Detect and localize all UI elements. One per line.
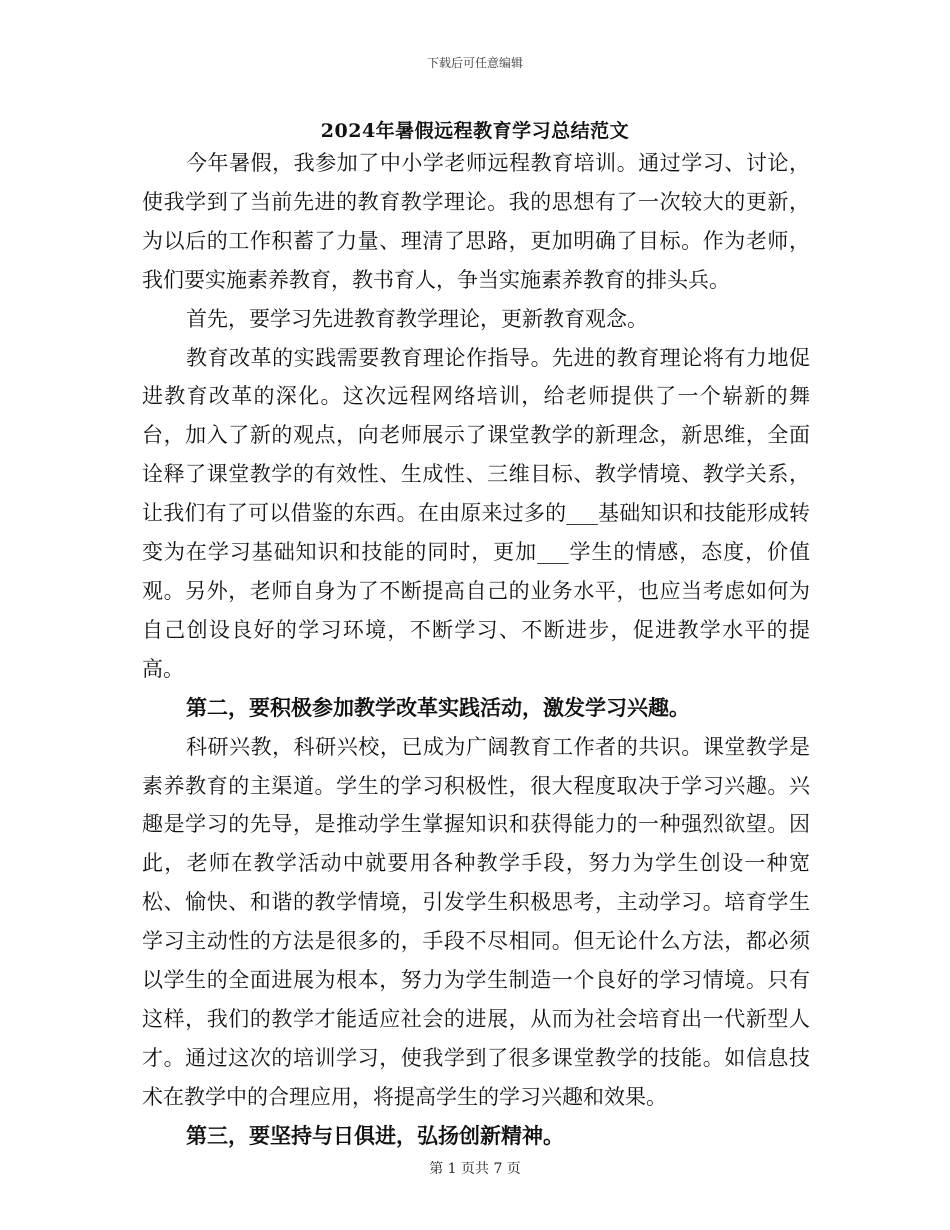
paragraph-practice: 科研兴教，科研兴校，已成为广阔教育工作者的共识。课堂教学是素养教育的主渠道。学生的学习积极性，很大程度取决于学习兴趣。兴趣是学习的先导，是推动学生掌握知识和获得能力的一种强烈欲望。因此，老师在教学活动中就要用各种教学手段，努力为学生创设一种宽松、愉快、和谐的教学情境，引发学生积极思考，主动学习。培育学生学习主动性的方法是很多的，手段不尽相同。但无论什么方法，都必须以学生的全面进展为根本，努力为学生制造一个良好的学习情境。只有这样，我们的教学才能适应社会的进展，从而为社会培育出一代新型人才。通过这次的培训学习，使我学到了很多课堂教学的技能。如信息技术在教学中的合理应用，将提高学生的学习兴趣和效果。: [142, 734, 810, 1109]
section-heading-second: 第二，要积极参加教学改革实践活动，激发学习兴趣。: [186, 694, 690, 720]
document-title: 2024年暑假远程教育学习总结范文: [320, 120, 630, 142]
paragraph-intro: 今年暑假，我参加了中小学老师远程教育培训。通过学习、讨论，使我学到了当前先进的教育教学理论。我的思想有了一次较大的更新，为以后的工作积蓄了力量、理清了思路，更加明确了目标。作为老师，我们要实施素养教育，教书育人，争当实施素养教育的排头兵。: [142, 151, 810, 292]
paragraph-theory: 教育改革的实践需要教育理论作指导。先进的教育理论将有力地促进教育改革的深化。这次远程网络培训，给老师提供了一个崭新的舞台，加入了新的观点，向老师展示了课堂教学的新理念，新思维，全面诠释了课堂教学的有效性、生成性、三维目标、教学情境、教学关系，让我们有了可以借鉴的东西。在由原来过多的___基础知识和技能形成转变为在学习基础知识和技能的同时，更加___学生的情感，态度，价值观。另外，老师自身为了不断提高自己的业务水平，也应当考虑如何为自己创设良好的学习环境，不断学习、不断进步，促进教学水平的提高。: [142, 345, 810, 681]
header-note: 下载后可任意编辑: [426, 56, 523, 70]
paragraph-first-point: 首先，要学习先进教育教学理论，更新教育观念。: [186, 306, 648, 331]
section-heading-third: 第三，要坚持与日俱进，弘扬创新精神。: [186, 1122, 564, 1148]
page-footer: 第 1 页共 7 页: [429, 1161, 521, 1177]
document-body: [142, 144, 810, 1156]
